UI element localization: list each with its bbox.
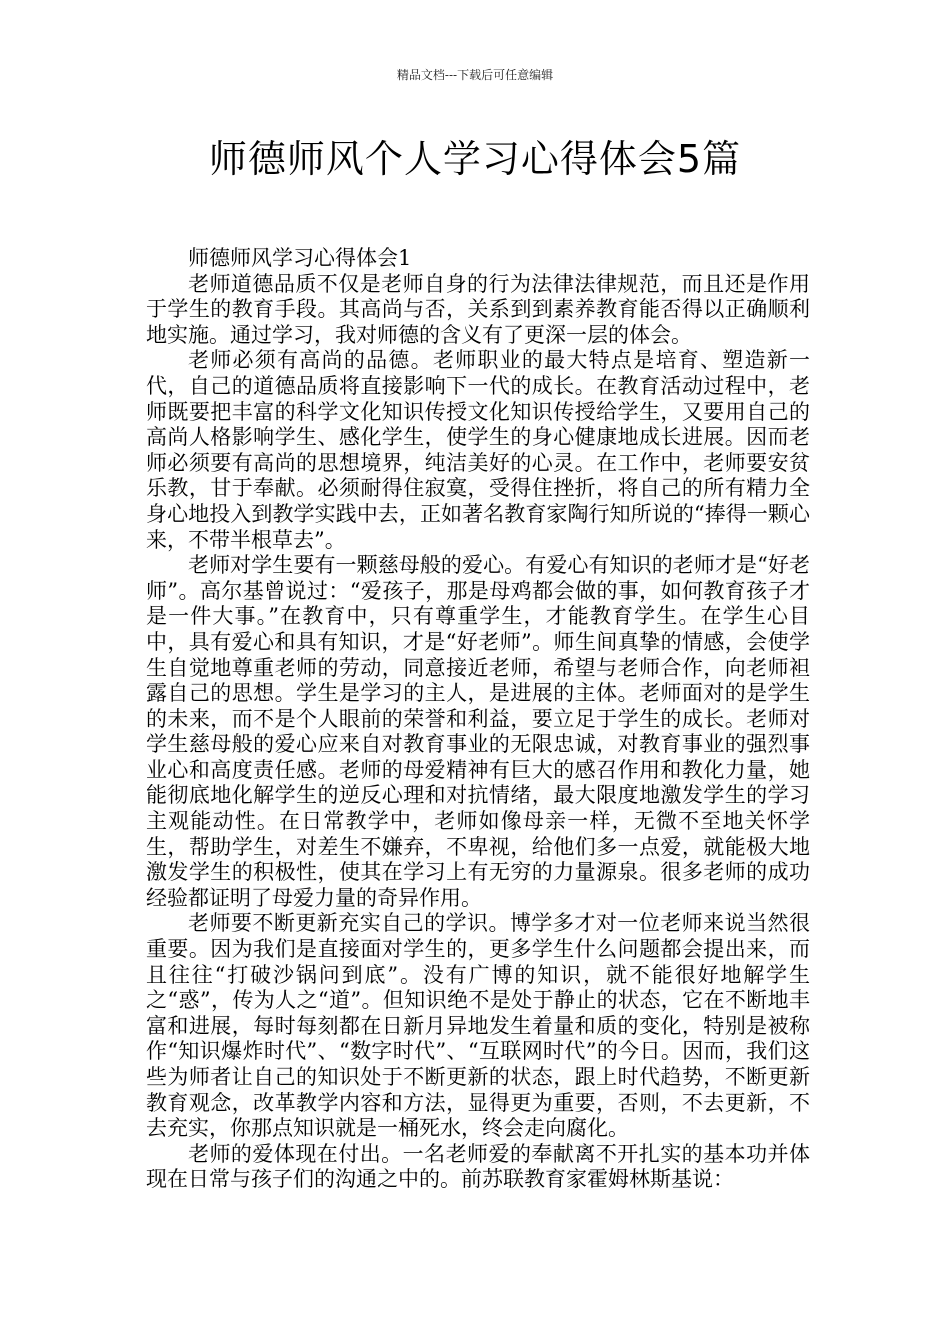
paragraph-5: 老师的爱体现在付出。一名老师爱的奉献离不开扎实的基本功并体现在日常与孩子们的沟通之中的。前苏联教育家霍姆林斯基说： [146, 1141, 810, 1192]
document-body [146, 246, 810, 1193]
section-heading: 师德师风学习心得体会1 [188, 246, 412, 270]
paragraph-3: 老师对学生要有一颗慈母般的爱心。有爱心有知识的老师才是“好老师”。高尔基曾说过：“爱孩子，那是母鸡都会做的事，如何教育孩子才是一件大事。”在教育中，只有尊重学生，才能教育学生。在学生心目中，具有爱心和具有知识，才是“好老师”。师生间真挚的情感，会使学生自觉地尊重老师的劳动，同意接近老师，希望与老师合作，向老师袒露自己的思想。学生是学习的主人，是进展的主体。老师面对的是学生的未来，而不是个人眼前的荣誉和利益，要立足于学生的成长。老师对学生慈母般的爱心应来自对教育事业的无限忠诚，对教育事业的强烈事业心和高度责任感。老师的母爱精神有巨大的感召作用和教化力量，她能彻底地化解学生的逆反心理和对抗情绪，最大限度地激发学生的学习主观能动性。在日常教学中，老师如像母亲一样，无微不至地关怀学生，帮助学生，对差生不嫌弃，不卑视，给他们多一点爱，就能极大地激发学生的积极性，使其在学习上有无穷的力量源泉。很多老师的成功经验都证明了母爱力量的奇异作用。 [146, 553, 810, 910]
document-title: 师德师风个人学习心得体会5篇 [208, 137, 742, 181]
paragraph-2: 老师必须有高尚的品德。老师职业的最大特点是培育、塑造新一代，自己的道德品质将直接影响下一代的成长。在教育活动过程中，老师既要把丰富的科学文化知识传授文化知识传授给学生，又要用自己的高尚人格影响学生、感化学生，使学生的身心健康地成长进展。因而老师必须要有高尚的思想境界，纯洁美好的心灵。在工作中，老师要安贫乐教，甘于奉献。必须耐得住寂寞，受得住挫折，将自己的所有精力全身心地投入到教学实践中去，正如著名教育家陶行知所说的“捧得一颗心来，不带半根草去”。 [146, 348, 810, 552]
paragraph-4: 老师要不断更新充实自己的学识。博学多才对一位老师来说当然很重要。因为我们是直接面对学生的，更多学生什么问题都会提出来，而且往往“打破沙锅问到底”。没有广博的知识，就不能很好地解学生之“惑”，传为人之“道”。但知识绝不是处于静止的状态，它在不断地丰富和进展，每时每刻都在日新月异地发生着量和质的变化，特别是被称作“知识爆炸时代”、“数字时代”、“互联网时代”的今日。因而，我们这些为师者让自己的知识处于不断更新的状态，跟上时代趋势，不断更新教育观念，改革教学内容和方法，显得更为重要，否则，不去更新，不去充实，你那点知识就是一桶死水，终会走向腐化。 [146, 911, 810, 1141]
header-note: 精品文档---下载后可任意编辑 [396, 68, 554, 82]
paragraph-1: 老师道德品质不仅是老师自身的行为法律法律规范，而且还是作用于学生的教育手段。其高尚与否，关系到到素养教育能否得以正确顺利地实施。通过学习，我对师德的含义有了更深一层的体会。 [146, 271, 810, 347]
